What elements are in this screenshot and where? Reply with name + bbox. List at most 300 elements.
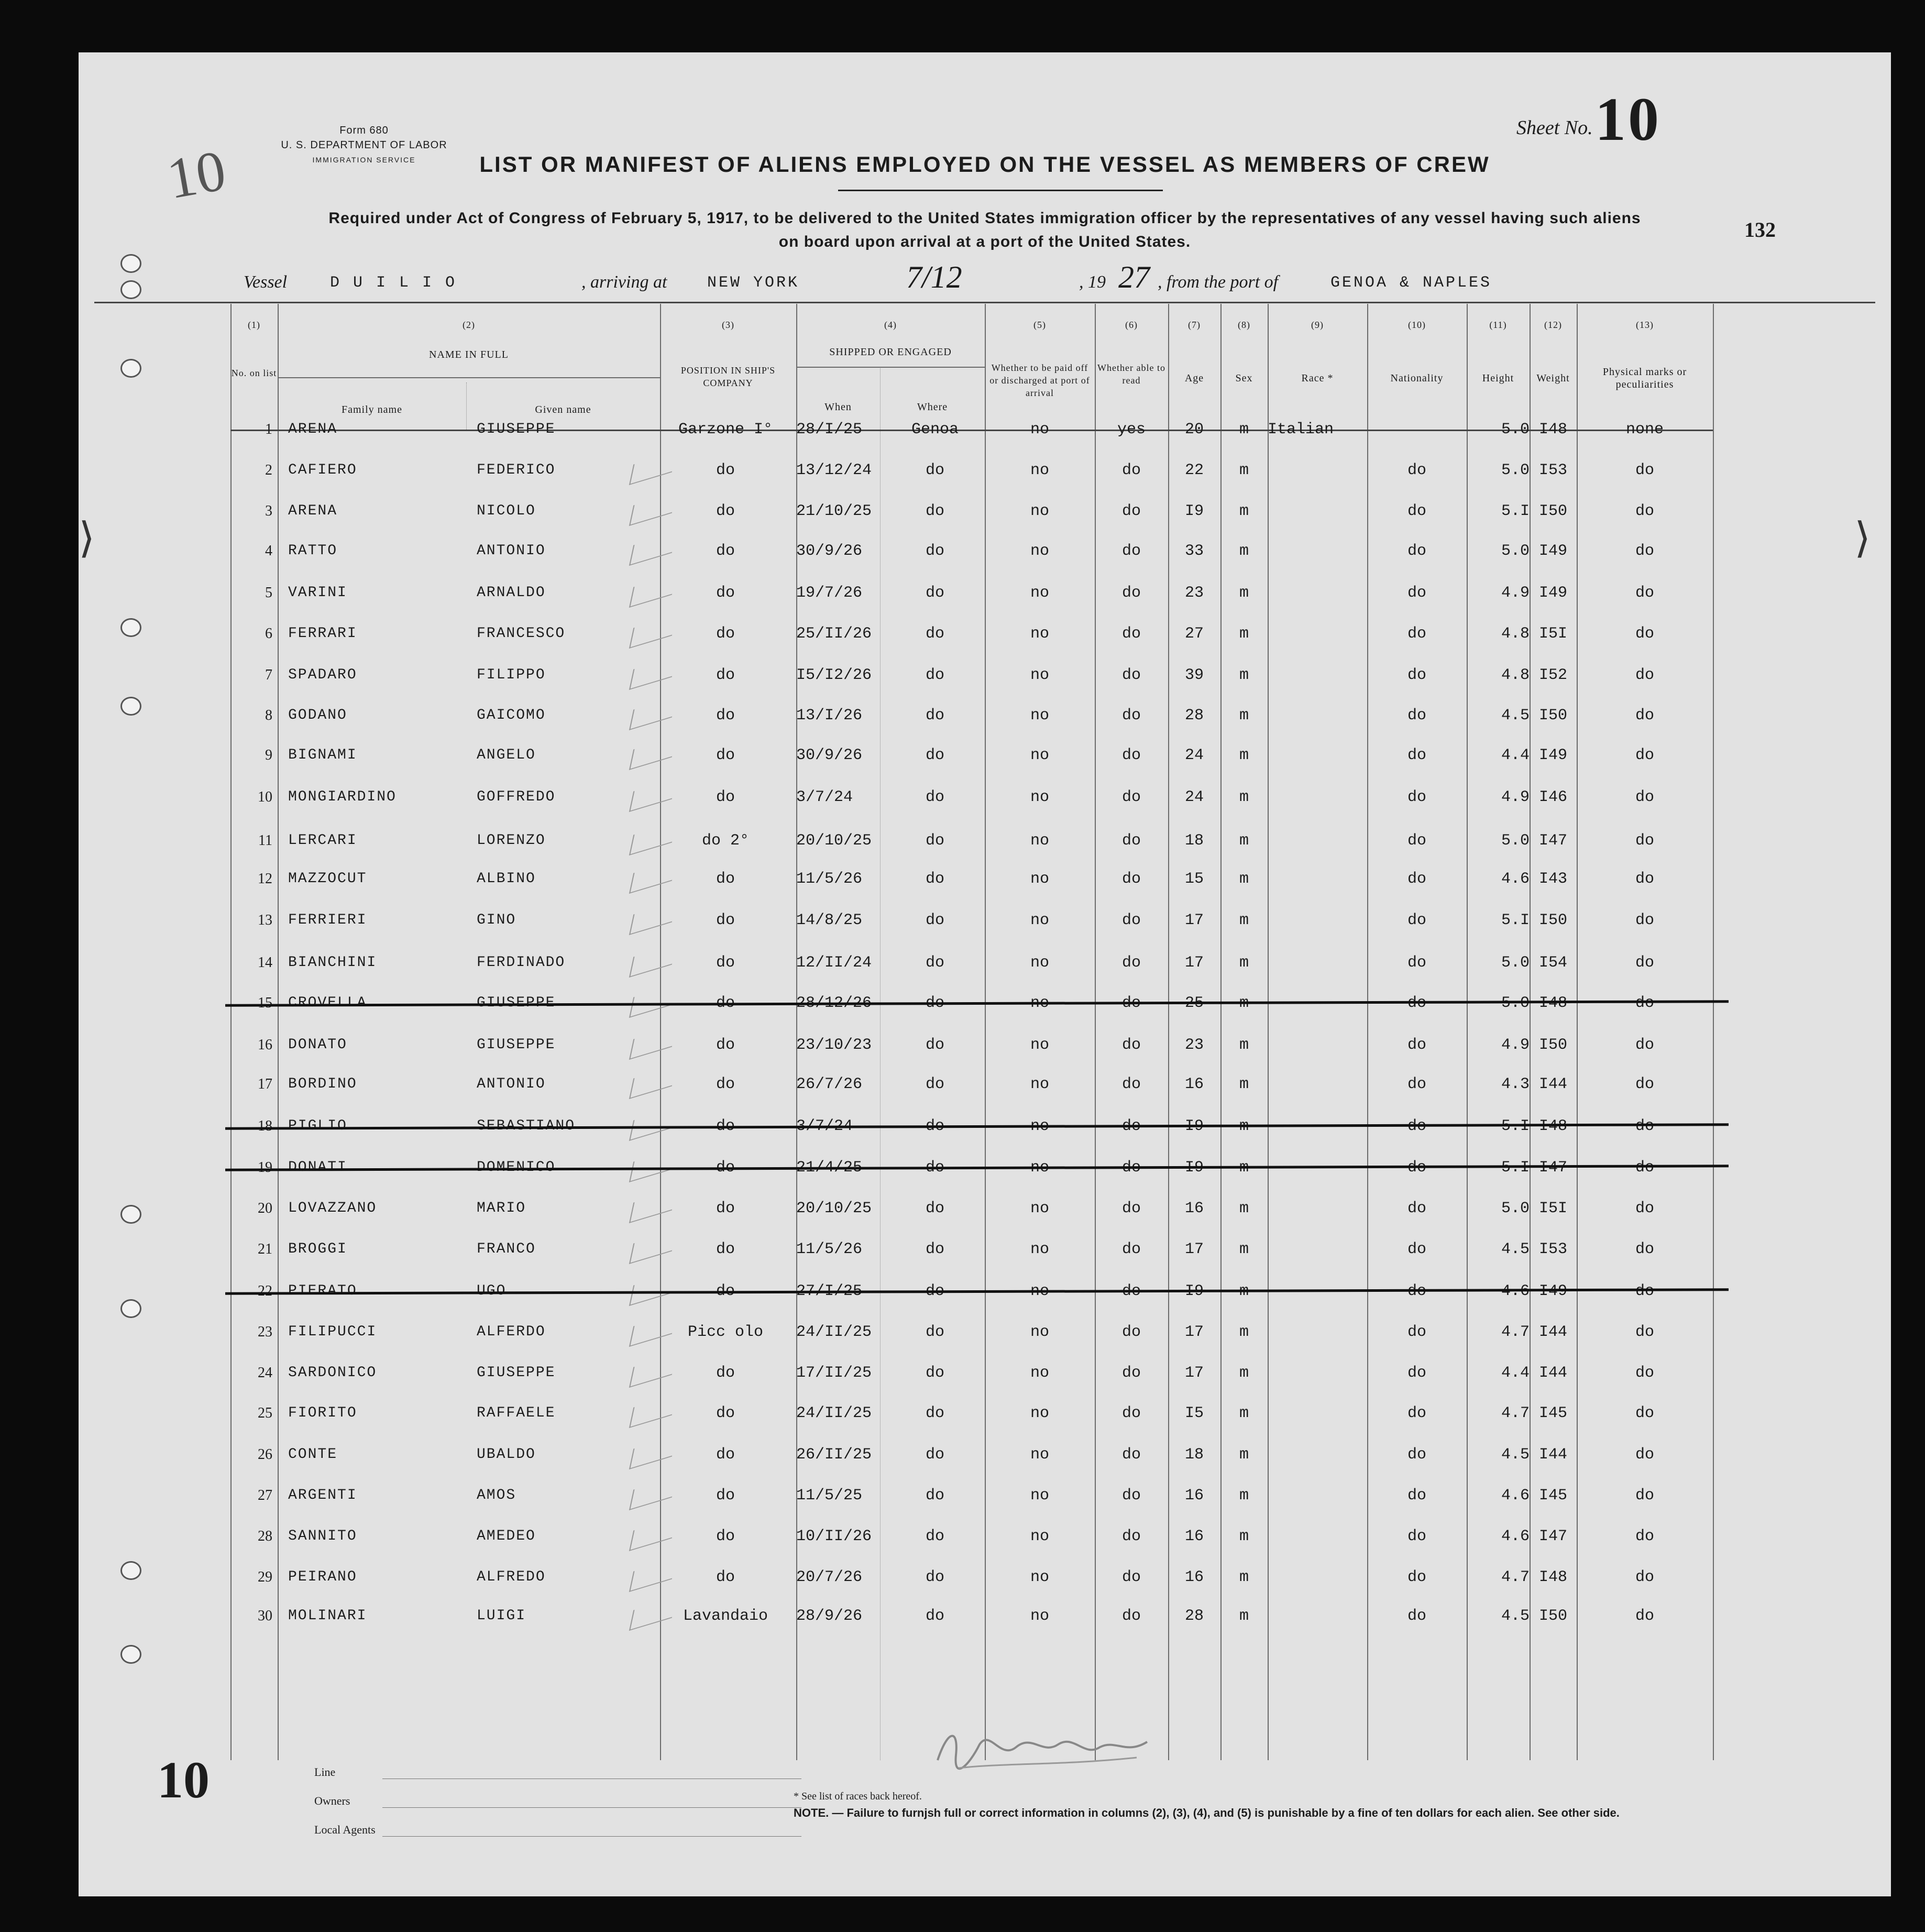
col-header-when: When bbox=[824, 401, 852, 413]
shipped-where-cell: Genoa bbox=[911, 421, 959, 438]
paid-off-cell: no bbox=[1030, 788, 1049, 806]
paid-off-cell: no bbox=[1030, 584, 1049, 602]
family-name-cell: ARENA bbox=[288, 503, 338, 519]
position-cell: do bbox=[716, 1568, 735, 1586]
shipped-when-cell: 24/II/25 bbox=[796, 1323, 872, 1341]
able-to-read-cell: do bbox=[1121, 542, 1141, 560]
race-cell bbox=[1268, 822, 1367, 859]
race-cell bbox=[1268, 1190, 1367, 1227]
family-name-cell: MONGIARDINO bbox=[288, 789, 397, 805]
year-label: , 19 bbox=[1079, 272, 1106, 292]
nationality-cell: do bbox=[1407, 912, 1426, 929]
height-cell: 4.8 bbox=[1501, 625, 1530, 643]
given-name-cell: GAICOMO bbox=[477, 707, 546, 723]
position-cell: do bbox=[716, 666, 735, 684]
row-number-cell: 17 bbox=[258, 1076, 272, 1092]
shipped-where-cell: do bbox=[925, 1117, 944, 1135]
paid-off-cell: no bbox=[1030, 1241, 1049, 1258]
paid-off-cell: no bbox=[1030, 1607, 1049, 1625]
physical-marks-cell: do bbox=[1635, 707, 1654, 724]
height-cell: 5.0 bbox=[1501, 421, 1530, 438]
weight-cell: I47 bbox=[1538, 832, 1567, 850]
race-cell bbox=[1268, 945, 1367, 981]
penalty-note: NOTE. — Failure to furnjsh full or correct information in columns (2), (3), (4), and (5) is punishable by a fine of ten dollars for each alien. See other side. bbox=[794, 1806, 1620, 1819]
row-number-cell: 20 bbox=[258, 1200, 272, 1216]
physical-marks-cell: do bbox=[1635, 1568, 1654, 1586]
paid-off-cell: no bbox=[1030, 747, 1049, 764]
table-row bbox=[79, 1355, 1891, 1391]
age-cell: 17 bbox=[1184, 1241, 1204, 1258]
shipped-when-cell: 19/7/26 bbox=[796, 584, 863, 602]
shipped-where-cell: do bbox=[925, 788, 944, 806]
position-cell: do bbox=[716, 1036, 735, 1054]
col-header-height: Height bbox=[1482, 372, 1514, 384]
family-name-cell: MOLINARI bbox=[288, 1608, 367, 1624]
able-to-read-cell: do bbox=[1121, 625, 1141, 643]
position-cell: do bbox=[716, 1364, 735, 1382]
arrival-date-handwritten: 7/12 bbox=[906, 260, 962, 294]
height-cell: 4.8 bbox=[1501, 666, 1530, 684]
able-to-read-cell: do bbox=[1121, 1364, 1141, 1382]
shipped-where-cell: do bbox=[925, 1036, 944, 1054]
nationality-cell: do bbox=[1407, 870, 1426, 888]
able-to-read-cell: do bbox=[1121, 1446, 1141, 1464]
sex-cell: m bbox=[1239, 1404, 1249, 1422]
arriving-label: , arriving at bbox=[581, 272, 667, 292]
age-cell: 16 bbox=[1184, 1487, 1204, 1505]
shipped-where-cell: do bbox=[925, 666, 944, 684]
col-header-weight: Weight bbox=[1536, 372, 1570, 384]
paid-off-cell: no bbox=[1030, 707, 1049, 724]
weight-cell: I49 bbox=[1538, 584, 1567, 602]
nationality-cell: do bbox=[1407, 1075, 1426, 1093]
family-name-cell: CONTE bbox=[288, 1446, 338, 1463]
family-name-cell: PIGLIO bbox=[288, 1118, 347, 1134]
weight-cell: I54 bbox=[1538, 954, 1567, 972]
row-number-cell: 30 bbox=[258, 1608, 272, 1624]
paid-off-cell: no bbox=[1030, 1075, 1049, 1093]
nationality-cell: do bbox=[1407, 584, 1426, 602]
form-number: Form 680 bbox=[339, 125, 389, 136]
col-header-shipped: SHIPPED OR ENGAGED bbox=[829, 346, 952, 358]
weight-cell: I50 bbox=[1538, 707, 1567, 724]
given-name-cell: AMEDEO bbox=[477, 1528, 536, 1544]
vessel-label: Vessel bbox=[244, 272, 288, 292]
family-name-cell: DONATI bbox=[288, 1159, 347, 1176]
family-name-cell: SPADARO bbox=[288, 667, 357, 683]
punch-hole bbox=[120, 697, 141, 716]
col-num-13: (13) bbox=[1636, 320, 1654, 330]
nationality-cell: do bbox=[1407, 1241, 1426, 1258]
row-number-cell: 15 bbox=[258, 995, 272, 1011]
able-to-read-cell: do bbox=[1121, 747, 1141, 764]
weight-cell: I50 bbox=[1538, 912, 1567, 929]
shipped-when-cell: 14/8/25 bbox=[796, 912, 863, 929]
race-cell bbox=[1268, 779, 1367, 816]
given-name-cell: ALFREDO bbox=[477, 1569, 546, 1585]
position-cell: do 2° bbox=[701, 832, 749, 850]
paid-off-cell: no bbox=[1030, 1159, 1049, 1177]
weight-cell: I53 bbox=[1538, 462, 1567, 479]
nationality-cell: do bbox=[1407, 625, 1426, 643]
race-footnote: * See list of races back hereof. bbox=[794, 1791, 922, 1802]
height-cell: 4.7 bbox=[1501, 1323, 1530, 1341]
from-port: GENOA & NAPLES bbox=[1330, 274, 1492, 292]
position-cell: do bbox=[716, 625, 735, 643]
shipped-when-cell: 27/I/25 bbox=[796, 1282, 863, 1300]
nationality-cell: do bbox=[1407, 462, 1426, 479]
family-name-cell: BIANCHINI bbox=[288, 954, 377, 971]
col-header-marks: Physical marks or peculiarities bbox=[1602, 366, 1687, 390]
row-number-cell: 11 bbox=[258, 832, 272, 849]
paid-off-cell: no bbox=[1030, 912, 1049, 929]
nationality-cell: do bbox=[1407, 542, 1426, 560]
age-cell: 28 bbox=[1184, 1607, 1204, 1625]
position-cell: do bbox=[716, 1241, 735, 1258]
able-to-read-cell: do bbox=[1121, 912, 1141, 929]
able-to-read-cell: do bbox=[1121, 1075, 1141, 1093]
given-name-cell: LORENZO bbox=[477, 832, 546, 849]
given-name-cell: NICOLO bbox=[477, 503, 536, 519]
family-name-cell: BORDINO bbox=[288, 1076, 357, 1092]
shipped-where-cell: do bbox=[925, 954, 944, 972]
page-number: 132 bbox=[1744, 218, 1776, 242]
nationality-cell: do bbox=[1407, 502, 1426, 520]
race-cell bbox=[1268, 1436, 1367, 1473]
given-name-cell: GIUSEPPE bbox=[477, 421, 556, 437]
given-name-cell: ALFERDO bbox=[477, 1324, 546, 1340]
footer-rule bbox=[382, 1836, 801, 1837]
shipped-where-cell: do bbox=[925, 1487, 944, 1505]
nationality-cell bbox=[1367, 411, 1467, 448]
row-number-cell: 16 bbox=[258, 1037, 272, 1053]
col-num-4: (4) bbox=[884, 320, 897, 330]
shipped-where-cell: do bbox=[925, 747, 944, 764]
age-cell: 25 bbox=[1184, 994, 1204, 1012]
sex-cell: m bbox=[1239, 1159, 1249, 1177]
position-cell: do bbox=[716, 542, 735, 560]
physical-marks-cell: do bbox=[1635, 1323, 1654, 1341]
row-number-cell: 14 bbox=[258, 954, 272, 971]
given-name-cell: GIUSEPPE bbox=[477, 1037, 556, 1053]
sex-cell: m bbox=[1239, 1528, 1249, 1545]
sex-cell: m bbox=[1239, 707, 1249, 724]
paid-off-cell: no bbox=[1030, 502, 1049, 520]
given-name-cell: FRANCO bbox=[477, 1241, 536, 1257]
given-name-cell: FERDINADO bbox=[477, 954, 566, 971]
shipped-when-cell: 30/9/26 bbox=[796, 542, 863, 560]
position-cell: do bbox=[716, 584, 735, 602]
col-header-nationality: Nationality bbox=[1390, 372, 1444, 384]
sex-cell: m bbox=[1239, 1323, 1249, 1341]
shipped-where-cell: do bbox=[925, 1241, 944, 1258]
height-cell: 4.9 bbox=[1501, 788, 1530, 806]
punch-hole bbox=[120, 1205, 141, 1224]
height-cell: 5.0 bbox=[1501, 1200, 1530, 1217]
family-name-cell: DONATO bbox=[288, 1037, 347, 1053]
shipped-where-cell: do bbox=[925, 994, 944, 1012]
sex-cell: m bbox=[1239, 1568, 1249, 1586]
position-cell: do bbox=[716, 954, 735, 972]
weight-cell: I5I bbox=[1538, 625, 1567, 643]
position-cell: do bbox=[716, 707, 735, 724]
shipped-where-cell: do bbox=[925, 1282, 944, 1300]
shipped-when-cell: 11/5/26 bbox=[796, 870, 863, 888]
table-row bbox=[79, 657, 1891, 694]
row-number-cell: 26 bbox=[258, 1446, 272, 1463]
shipped-when-cell: I5/I2/26 bbox=[796, 666, 872, 684]
table-row bbox=[79, 1436, 1891, 1473]
nationality-cell: do bbox=[1407, 1117, 1426, 1135]
family-name-cell: ARGENTI bbox=[288, 1487, 357, 1503]
shipped-when-cell: 26/7/26 bbox=[796, 1075, 863, 1093]
age-cell: 17 bbox=[1184, 912, 1204, 929]
footer-owners-label: Owners bbox=[314, 1794, 350, 1807]
able-to-read-cell: do bbox=[1121, 1200, 1141, 1217]
shipped-where-cell: do bbox=[925, 1200, 944, 1217]
family-name-cell: RATTO bbox=[288, 543, 338, 559]
shipped-when-cell: 17/II/25 bbox=[796, 1364, 872, 1382]
table-row bbox=[79, 697, 1891, 734]
physical-marks-cell: do bbox=[1635, 1159, 1654, 1177]
table-row bbox=[79, 1231, 1891, 1268]
col-num-7: (7) bbox=[1188, 320, 1201, 330]
table-row bbox=[79, 1273, 1891, 1310]
table-row bbox=[79, 533, 1891, 569]
handwritten-margin-number: 10 bbox=[162, 138, 230, 211]
able-to-read-cell: do bbox=[1121, 1404, 1141, 1422]
family-name-cell: SANNITO bbox=[288, 1528, 357, 1544]
table-row bbox=[79, 1066, 1891, 1103]
paid-off-cell: no bbox=[1030, 1487, 1049, 1505]
height-cell: 4.7 bbox=[1501, 1404, 1530, 1422]
nationality-cell: do bbox=[1407, 1528, 1426, 1545]
shipped-when-cell: 20/7/26 bbox=[796, 1568, 863, 1586]
physical-marks-cell: do bbox=[1635, 788, 1654, 806]
weight-cell: I47 bbox=[1538, 1528, 1567, 1545]
physical-marks-cell: do bbox=[1635, 542, 1654, 560]
paid-off-cell: no bbox=[1030, 1323, 1049, 1341]
paid-off-cell: no bbox=[1030, 1404, 1049, 1422]
able-to-read-cell: do bbox=[1121, 584, 1141, 602]
col-header-position: POSITION IN SHIP'S COMPANY bbox=[680, 365, 776, 388]
nationality-cell: do bbox=[1407, 1364, 1426, 1382]
shipped-when-cell: 13/I/26 bbox=[796, 707, 863, 724]
age-cell: 20 bbox=[1184, 421, 1204, 438]
sex-cell: m bbox=[1239, 462, 1249, 479]
shipped-where-cell: do bbox=[925, 1528, 944, 1545]
punch-hole bbox=[120, 1645, 141, 1664]
paid-off-cell: no bbox=[1030, 1036, 1049, 1054]
physical-marks-cell: do bbox=[1635, 1282, 1654, 1300]
sex-cell: m bbox=[1239, 747, 1249, 764]
sex-cell: m bbox=[1239, 584, 1249, 602]
height-cell: 4.6 bbox=[1501, 1528, 1530, 1545]
height-cell: 4.4 bbox=[1501, 1364, 1530, 1382]
able-to-read-cell: do bbox=[1121, 1487, 1141, 1505]
weight-cell: I53 bbox=[1538, 1241, 1567, 1258]
shipped-where-cell: do bbox=[925, 912, 944, 929]
height-cell: 4.7 bbox=[1501, 1568, 1530, 1586]
height-cell: 4.6 bbox=[1501, 1487, 1530, 1505]
shipped-when-cell: 3/7/24 bbox=[796, 788, 853, 806]
row-number-cell: 10 bbox=[258, 789, 272, 805]
family-name-cell: LOVAZZANO bbox=[288, 1200, 377, 1216]
able-to-read-cell: do bbox=[1121, 1036, 1141, 1054]
table-row bbox=[79, 779, 1891, 816]
sex-cell: m bbox=[1239, 1075, 1249, 1093]
race-cell bbox=[1268, 1518, 1367, 1555]
col-header-age: Age bbox=[1184, 372, 1204, 384]
col-header-no: No. on list bbox=[231, 368, 277, 378]
age-cell: 24 bbox=[1184, 747, 1204, 764]
shipped-where-cell: do bbox=[925, 1607, 944, 1625]
shipped-where-cell: do bbox=[925, 1568, 944, 1586]
sex-cell: m bbox=[1239, 542, 1249, 560]
able-to-read-cell: do bbox=[1121, 1117, 1141, 1135]
able-to-read-cell: do bbox=[1121, 502, 1141, 520]
physical-marks-cell: do bbox=[1635, 502, 1654, 520]
age-cell: I9 bbox=[1184, 1282, 1204, 1300]
shipped-where-cell: do bbox=[925, 584, 944, 602]
position-cell: do bbox=[716, 747, 735, 764]
row-number-cell: 19 bbox=[258, 1159, 272, 1176]
physical-marks-cell: do bbox=[1635, 870, 1654, 888]
height-cell: 4.3 bbox=[1501, 1075, 1530, 1093]
race-cell bbox=[1268, 1477, 1367, 1514]
table-row bbox=[79, 861, 1891, 897]
punch-hole bbox=[120, 359, 141, 378]
row-number-cell: 22 bbox=[258, 1283, 272, 1299]
position-cell: do bbox=[716, 502, 735, 520]
col-header-read: Whether able to read bbox=[1097, 363, 1165, 386]
table-row bbox=[79, 737, 1891, 774]
nationality-cell: do bbox=[1407, 1404, 1426, 1422]
service-name: IMMIGRATION SERVICE bbox=[312, 156, 416, 164]
physical-marks-cell: do bbox=[1635, 1446, 1654, 1464]
requirement-text-line1: Required under Act of Congress of February 5, 1917, to be delivered to the United States immigration officer by the representatives of any vessel having such aliens bbox=[328, 210, 1641, 227]
position-cell: do bbox=[716, 1200, 735, 1217]
department-name: U. S. DEPARTMENT OF LABOR bbox=[281, 139, 447, 151]
given-name-cell: SEBASTIANO bbox=[477, 1118, 576, 1134]
table-row bbox=[79, 616, 1891, 652]
family-name-cell: ARENA bbox=[288, 421, 338, 437]
row-number-cell: 3 bbox=[265, 503, 272, 519]
race-cell bbox=[1268, 902, 1367, 939]
paid-off-cell: no bbox=[1030, 1117, 1049, 1135]
nationality-cell: do bbox=[1407, 994, 1426, 1012]
table-row bbox=[79, 575, 1891, 611]
physical-marks-cell: do bbox=[1635, 1241, 1654, 1258]
shipped-when-cell: 20/10/25 bbox=[796, 1200, 872, 1217]
given-name-cell: GIUSEPPE bbox=[477, 995, 556, 1011]
sex-cell: m bbox=[1239, 1241, 1249, 1258]
row-number-cell: 18 bbox=[258, 1118, 272, 1134]
race-cell bbox=[1268, 1559, 1367, 1596]
sex-cell: m bbox=[1239, 832, 1249, 850]
col-num-11: (11) bbox=[1489, 320, 1507, 330]
arriving-port: NEW YORK bbox=[707, 274, 800, 292]
position-cell: do bbox=[716, 1487, 735, 1505]
given-name-cell: ALBINO bbox=[477, 871, 536, 887]
position-cell: do bbox=[716, 912, 735, 929]
age-cell: I9 bbox=[1184, 1117, 1204, 1135]
age-cell: I5 bbox=[1184, 1404, 1204, 1422]
weight-cell: I48 bbox=[1538, 994, 1567, 1012]
row-number-cell: 28 bbox=[258, 1528, 272, 1544]
given-name-cell: ANGELO bbox=[477, 747, 536, 763]
name-subrule bbox=[278, 377, 660, 378]
given-name-cell: AMOS bbox=[477, 1487, 516, 1503]
physical-marks-cell: do bbox=[1635, 954, 1654, 972]
race-cell bbox=[1268, 737, 1367, 774]
age-cell: 17 bbox=[1184, 954, 1204, 972]
crew-table bbox=[79, 304, 1891, 1760]
col-num-2: (2) bbox=[463, 320, 475, 330]
row-number-cell: 8 bbox=[265, 707, 272, 723]
col-header-sex: Sex bbox=[1235, 372, 1253, 384]
family-name-cell: FIORITO bbox=[288, 1405, 357, 1421]
sex-cell: m bbox=[1239, 666, 1249, 684]
paid-off-cell: no bbox=[1030, 994, 1049, 1012]
family-name-cell: MAZZOCUT bbox=[288, 871, 367, 887]
family-name-cell: FERRIERI bbox=[288, 912, 367, 928]
given-name-cell: ARNALDO bbox=[477, 585, 546, 601]
paid-off-cell: no bbox=[1030, 1528, 1049, 1545]
able-to-read-cell: do bbox=[1121, 707, 1141, 724]
height-cell: 4.5 bbox=[1501, 1446, 1530, 1464]
weight-cell: I45 bbox=[1538, 1404, 1567, 1422]
weight-cell: I52 bbox=[1538, 666, 1567, 684]
table-row bbox=[79, 1190, 1891, 1227]
nationality-cell: do bbox=[1407, 1446, 1426, 1464]
race-cell bbox=[1268, 657, 1367, 694]
physical-marks-cell: do bbox=[1635, 994, 1654, 1012]
sex-cell: m bbox=[1239, 1446, 1249, 1464]
family-name-cell: FERRARI bbox=[288, 625, 357, 642]
punch-hole bbox=[120, 1561, 141, 1580]
vessel-line-rule bbox=[94, 302, 1875, 303]
nationality-cell: do bbox=[1407, 1036, 1426, 1054]
weight-cell: I48 bbox=[1538, 1117, 1567, 1135]
nationality-cell: do bbox=[1407, 1323, 1426, 1341]
age-cell: 16 bbox=[1184, 1528, 1204, 1545]
position-cell: do bbox=[716, 870, 735, 888]
table-row bbox=[79, 411, 1891, 448]
position-cell: do bbox=[716, 1404, 735, 1422]
table-row bbox=[79, 1027, 1891, 1063]
position-cell: do bbox=[716, 1446, 735, 1464]
age-cell: 24 bbox=[1184, 788, 1204, 806]
page-title: LIST OR MANIFEST OF ALIENS EMPLOYED ON THE VESSEL AS MEMBERS OF CREW bbox=[479, 152, 1490, 177]
sex-cell: m bbox=[1239, 994, 1249, 1012]
family-name-cell: VARINI bbox=[288, 585, 347, 601]
race-cell bbox=[1268, 1395, 1367, 1432]
col-header-name: NAME IN FULL bbox=[429, 349, 509, 360]
given-name-cell: UGO bbox=[477, 1283, 507, 1299]
weight-cell: I50 bbox=[1538, 1036, 1567, 1054]
age-cell: 18 bbox=[1184, 832, 1204, 850]
paid-off-cell: no bbox=[1030, 1200, 1049, 1217]
physical-marks-cell: do bbox=[1635, 747, 1654, 764]
age-cell: 17 bbox=[1184, 1323, 1204, 1341]
nationality-cell: do bbox=[1407, 747, 1426, 764]
shipped-where-cell: do bbox=[925, 462, 944, 479]
age-cell: 23 bbox=[1184, 1036, 1204, 1054]
row-number-cell: 1 bbox=[265, 421, 272, 437]
height-cell: 5.0 bbox=[1501, 832, 1530, 850]
physical-marks-cell: do bbox=[1635, 584, 1654, 602]
